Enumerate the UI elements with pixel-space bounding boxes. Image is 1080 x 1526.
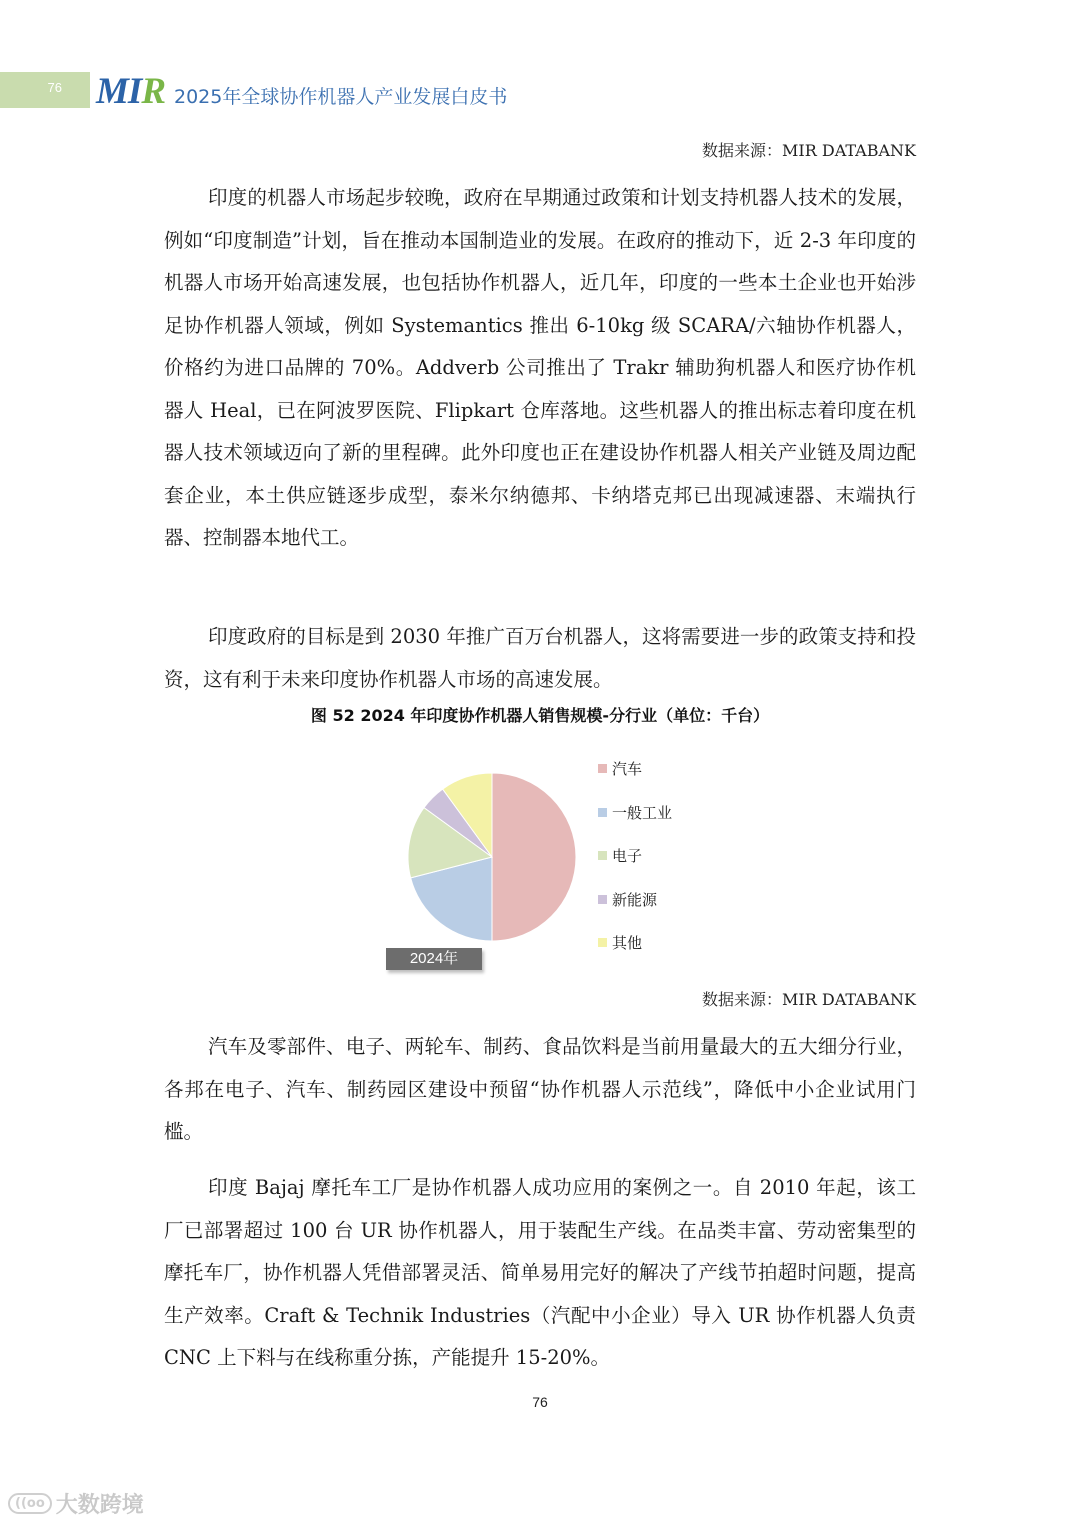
header-page-number: 76	[47, 80, 62, 95]
legend-label: 一般工业	[612, 803, 673, 822]
watermark	[8, 1488, 144, 1519]
page-number: 76	[532, 1394, 548, 1410]
legend-item-automotive	[598, 758, 672, 802]
watermark-logo-icon: ((oo	[8, 1493, 52, 1514]
year-badge: 2024年	[386, 948, 482, 970]
paragraph-government-goal: 印度政府的目标是到 2030 年推广百万台机器人，这将需要进一步的政策支持和投资，这有利于未来印度协作机器人市场的高速发展。	[164, 625, 916, 691]
legend-label: 汽车	[612, 760, 643, 778]
pie-chart	[380, 750, 600, 960]
legend-item-general-industry	[598, 802, 672, 846]
chart-legend	[598, 758, 672, 976]
data-source-top: 数据来源：MIR DATABANK	[702, 141, 916, 160]
legend-item-electronics	[598, 845, 672, 889]
watermark-text: 大数跨境	[55, 1493, 144, 1518]
paragraph-india-market: 印度的机器人市场起步较晚，政府在早期通过政策和计划支持机器人技术的发展，例如“印度制造”计划，旨在推动本国制造业的发展。在政府的推动下，近 2-3 年印度的机器人市场开始高速发展，也包括协作机器人，近几年，印度的一些本土企业也开始涉足协作机器人领域，例如 Systemantics 推出 6-10kg 级 SCARA/六轴协作机器人，价格约为进口品牌的 70%。Addverb 公司推出了 Trakr 辅助狗机器人和医疗协作机器人 Heal，已在阿波罗医院、Flipkart 仓库落地。这些机器人的推出标志着印度在机器人技术领域迈向了新的里程碑。此外印度也正在建设协作机器人相关产业链及周边配套企业，本土供应链逐步成型，泰米尔纳德邦、卡纳塔克邦已出现减速器、末端执行器、控制器本地代工。	[164, 186, 916, 549]
document-title: 2025年全球协作机器人产业发展白皮书	[174, 86, 508, 108]
legend-swatch	[598, 851, 607, 860]
legend-swatch	[598, 808, 607, 817]
legend-swatch	[598, 895, 607, 904]
data-source-bottom: 数据来源：MIR DATABANK	[702, 990, 916, 1009]
pie-slice-automotive	[492, 773, 576, 941]
logo-accent-letter: R	[141, 71, 165, 112]
figure-caption: 图 52 2024 年印度协作机器人销售规模-分行业（单位：千台）	[310, 706, 770, 725]
legend-swatch	[598, 938, 607, 947]
logo-main-letters: MI	[96, 71, 142, 112]
legend-swatch	[598, 764, 607, 773]
legend-label: 其他	[612, 934, 643, 952]
legend-item-new-energy	[598, 889, 672, 933]
paragraph-bajaj-case: 印度 Bajaj 摩托车工厂是协作机器人成功应用的案例之一。自 2010 年起，该工厂已部署超过 100 台 UR 协作机器人，用于装配生产线。在品类丰富、劳动密集型的摩托车厂，协作机器人凭借部署灵活、简单易用完好的解决了产线节拍超时问题，提高生产效率。Craft & Technik Industries（汽配中小企业）导入 UR 协作机器人负责 CNC 上下料与在线称重分拣，产能提升 15-20%。	[164, 1176, 916, 1369]
mir-logo	[96, 70, 165, 113]
paragraph-top-industries: 汽车及零部件、电子、两轮车、制药、食品饮料是当前用量最大的五大细分行业，各邦在电子、汽车、制药园区建设中预留“协作机器人示范线”，降低中小企业试用门槛。	[164, 1035, 916, 1143]
legend-label: 电子	[612, 847, 643, 865]
legend-item-other	[598, 932, 672, 976]
legend-label: 新能源	[612, 890, 658, 909]
